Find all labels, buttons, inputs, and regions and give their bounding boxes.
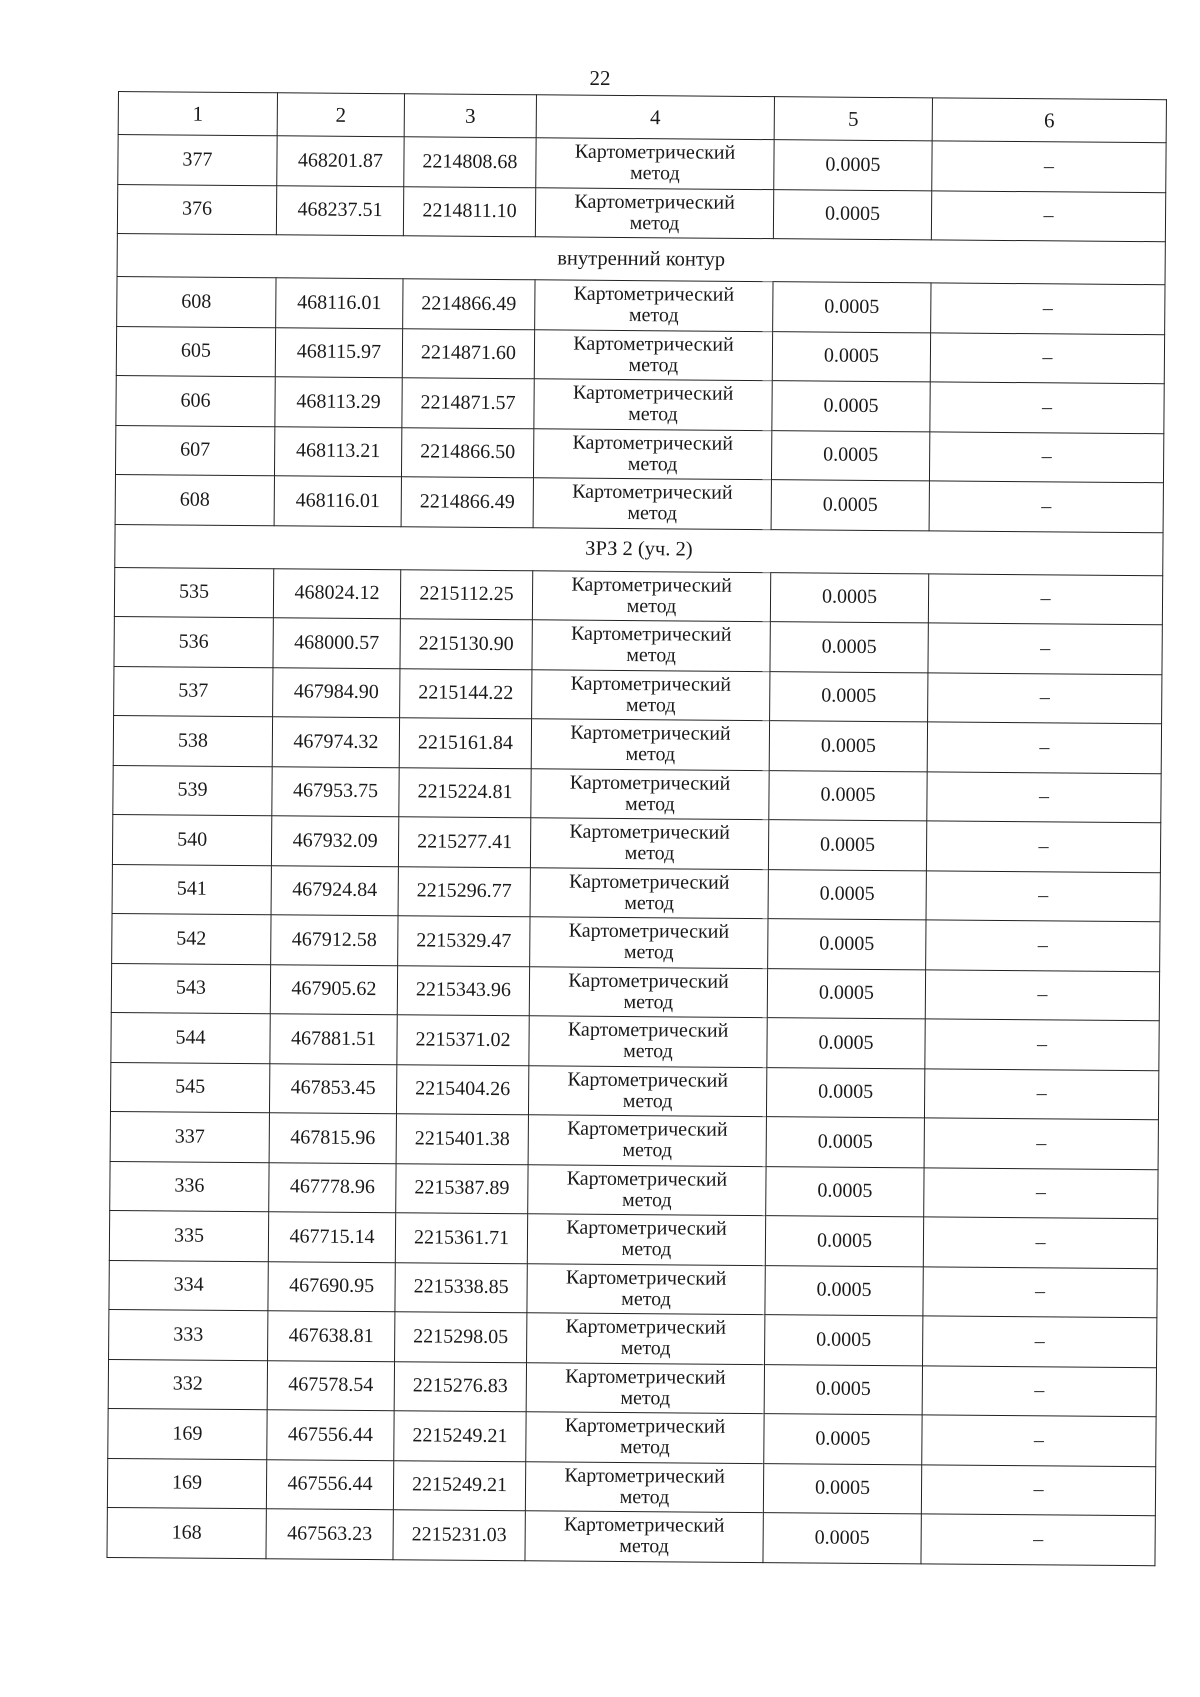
precision-cell: 0.0005 <box>772 381 930 432</box>
method-cell <box>526 1362 764 1413</box>
method-line-1: Картометрический <box>567 1018 729 1043</box>
method-line-2: метод <box>623 1040 673 1063</box>
method-line-2: метод <box>626 644 676 667</box>
method-line-2: метод <box>625 743 676 766</box>
method-line-1: Картометрический <box>568 919 730 944</box>
precision-cell: 0.0005 <box>766 1166 924 1217</box>
x-coordinate-cell: 467912.58 <box>271 915 398 965</box>
x-coordinate-cell: 468201.87 <box>277 136 404 186</box>
method-line-2: метод <box>625 792 675 816</box>
table-row <box>113 715 1161 773</box>
column-header: 1 <box>118 92 277 136</box>
y-coordinate-cell: 2214811.10 <box>403 186 535 237</box>
method-cell <box>527 1263 765 1314</box>
precision-cell: 0.0005 <box>768 820 926 871</box>
column-header: 5 <box>774 97 932 141</box>
method-cell <box>527 1214 765 1265</box>
table-row <box>111 963 1159 1021</box>
note-cell: – <box>928 623 1162 674</box>
page-number: 22 <box>589 66 611 90</box>
y-coordinate-cell: 2214866.49 <box>401 477 533 528</box>
method-line-1: Картометрический <box>569 820 730 845</box>
y-coordinate-cell: 2215361.71 <box>395 1213 527 1264</box>
note-cell: – <box>921 1514 1155 1565</box>
x-coordinate-cell: 468237.51 <box>276 185 403 235</box>
method-cell <box>529 1016 767 1067</box>
x-coordinate-cell: 467815.96 <box>269 1113 396 1163</box>
method-cell <box>534 329 772 380</box>
x-coordinate-cell: 467578.54 <box>267 1360 394 1410</box>
point-number-cell: 334 <box>109 1260 268 1311</box>
precision-cell: 0.0005 <box>768 919 926 970</box>
y-coordinate-cell: 2215277.41 <box>398 817 530 868</box>
method-cell <box>534 379 772 430</box>
table-row <box>112 814 1160 872</box>
method-line-2: метод <box>621 1188 672 1212</box>
y-coordinate-cell: 2214871.60 <box>402 328 534 379</box>
method-line-1: Картометрический <box>565 1365 726 1389</box>
method-cell <box>535 280 773 331</box>
method-line-2: метод <box>619 1485 670 1509</box>
table-row <box>110 1062 1158 1120</box>
note-cell: – <box>923 1266 1157 1317</box>
point-number-cell: 539 <box>113 765 272 816</box>
note-cell: – <box>929 481 1163 532</box>
x-coordinate-cell: 468115.97 <box>275 327 402 377</box>
method-line-2: метод <box>626 594 677 618</box>
point-number-cell: 536 <box>114 616 273 667</box>
x-coordinate-cell: 467905.62 <box>270 964 397 1014</box>
precision-cell: 0.0005 <box>767 968 925 1019</box>
table-row <box>110 1161 1158 1219</box>
method-line-2: метод <box>619 1535 669 1558</box>
coordinates-table <box>106 91 1166 1566</box>
y-coordinate-cell: 2214871.57 <box>402 378 534 429</box>
method-line-2: метод <box>622 1139 673 1162</box>
y-coordinate-cell: 2215276.83 <box>394 1361 526 1412</box>
x-coordinate-cell: 467853.45 <box>269 1063 396 1113</box>
y-coordinate-cell: 2215112.25 <box>400 569 532 620</box>
column-header: 3 <box>404 94 536 138</box>
method-line-1: Картометрический <box>566 1167 728 1191</box>
method-cell <box>533 478 771 529</box>
point-number-cell: 376 <box>117 184 276 235</box>
y-coordinate-cell: 2215298.05 <box>395 1312 527 1363</box>
coordinates-sheet <box>106 91 1166 1566</box>
precision-cell: 0.0005 <box>763 1463 921 1514</box>
y-coordinate-cell: 2215404.26 <box>396 1064 528 1115</box>
y-coordinate-cell: 2215161.84 <box>399 718 531 769</box>
point-number-cell: 543 <box>111 963 270 1014</box>
section-title: внутренний контур <box>117 233 1165 284</box>
point-number-cell: 538 <box>113 715 272 766</box>
point-number-cell: 542 <box>112 913 271 964</box>
column-header: 2 <box>277 93 404 137</box>
section-title: ЗРЗ 2 (уч. 2) <box>115 524 1163 575</box>
column-header: 6 <box>932 98 1166 143</box>
method-line-2: метод <box>624 842 675 865</box>
y-coordinate-cell: 2214866.49 <box>403 279 535 330</box>
method-line-2: метод <box>627 502 678 525</box>
precision-cell: 0.0005 <box>767 1018 925 1069</box>
precision-cell: 0.0005 <box>766 1067 924 1118</box>
table-row <box>116 375 1164 433</box>
point-number-cell: 605 <box>116 326 275 377</box>
method-cell <box>535 187 773 238</box>
table-row <box>116 326 1164 384</box>
method-line-1: Картометрический <box>566 1216 727 1241</box>
table-row <box>114 567 1162 625</box>
note-cell: – <box>924 1118 1158 1169</box>
note-cell: – <box>931 283 1165 334</box>
point-number-cell: 608 <box>117 276 276 327</box>
table-row <box>113 765 1161 823</box>
precision-cell: 0.0005 <box>764 1364 922 1415</box>
x-coordinate-cell: 467924.84 <box>271 865 398 915</box>
x-coordinate-cell: 468113.29 <box>275 377 402 427</box>
method-line-1: Картометрический <box>568 870 730 894</box>
y-coordinate-cell: 2215343.96 <box>397 965 529 1016</box>
x-coordinate-cell: 467715.14 <box>268 1212 395 1262</box>
method-line-1: Картометрический <box>572 480 733 505</box>
method-line-1: Картометрический <box>574 190 735 214</box>
y-coordinate-cell: 2215387.89 <box>396 1163 528 1214</box>
method-line-1: Картометрический <box>571 573 732 597</box>
table-row <box>112 913 1160 971</box>
method-cell <box>529 966 767 1017</box>
note-cell: – <box>928 573 1162 624</box>
column-header: 4 <box>536 95 774 140</box>
point-number-cell: 608 <box>115 474 274 525</box>
method-line-2: метод <box>627 452 678 476</box>
y-coordinate-cell: 2215144.22 <box>400 668 532 719</box>
precision-cell: 0.0005 <box>763 1513 921 1564</box>
note-cell: – <box>922 1415 1156 1466</box>
method-line-2: метод <box>624 891 675 915</box>
method-line-2: метод <box>620 1386 671 1410</box>
method-line-2: метод <box>621 1287 671 1311</box>
note-cell: – <box>930 382 1164 433</box>
table-row <box>111 1012 1159 1070</box>
precision-cell: 0.0005 <box>765 1216 923 1267</box>
note-cell: – <box>924 1167 1158 1218</box>
precision-cell: 0.0005 <box>772 331 930 382</box>
method-cell <box>531 768 769 819</box>
x-coordinate-cell: 468116.01 <box>276 278 403 328</box>
table-row <box>108 1359 1156 1417</box>
method-line-1: Картометрический <box>568 969 729 993</box>
method-cell <box>531 719 769 770</box>
precision-cell: 0.0005 <box>769 770 927 821</box>
table-row <box>109 1260 1157 1318</box>
table-row <box>118 135 1166 193</box>
point-number-cell: 377 <box>118 135 277 186</box>
table-row <box>117 184 1165 242</box>
note-cell: – <box>926 821 1160 872</box>
method-line-2: метод <box>623 990 674 1014</box>
point-number-cell: 336 <box>110 1161 269 1212</box>
table-row <box>107 1507 1155 1565</box>
method-line-1: Картометрический <box>570 672 732 696</box>
point-number-cell: 607 <box>115 425 274 476</box>
point-number-cell: 337 <box>110 1111 269 1162</box>
precision-cell: 0.0005 <box>771 480 929 531</box>
method-line-2: метод <box>625 693 676 717</box>
method-line-2: метод <box>628 304 679 327</box>
table-row <box>114 616 1162 674</box>
method-cell <box>525 1461 763 1512</box>
precision-cell: 0.0005 <box>764 1414 922 1465</box>
method-cell <box>532 570 770 621</box>
point-number-cell: 535 <box>114 567 273 618</box>
method-cell <box>527 1313 765 1364</box>
precision-cell: 0.0005 <box>766 1117 924 1168</box>
note-cell: – <box>931 190 1165 241</box>
y-coordinate-cell: 2215249.21 <box>394 1411 526 1462</box>
table-row <box>109 1210 1157 1268</box>
precision-cell: 0.0005 <box>765 1265 923 1316</box>
method-line-1: Картометрический <box>565 1315 727 1340</box>
point-number-cell: 332 <box>108 1359 267 1410</box>
y-coordinate-cell: 2215296.77 <box>398 866 530 917</box>
table-row <box>117 276 1165 334</box>
point-number-cell: 545 <box>110 1062 269 1113</box>
method-cell <box>530 867 768 918</box>
y-coordinate-cell: 2215224.81 <box>399 767 531 818</box>
x-coordinate-cell: 467984.90 <box>273 667 400 717</box>
point-number-cell: 169 <box>108 1408 267 1459</box>
method-line-2: метод <box>628 353 679 377</box>
note-cell: – <box>927 722 1161 773</box>
y-coordinate-cell: 2215231.03 <box>393 1510 525 1561</box>
method-line-1: Картометрический <box>564 1414 726 1439</box>
x-coordinate-cell: 467881.51 <box>270 1014 397 1064</box>
y-coordinate-cell: 2215371.02 <box>397 1015 529 1066</box>
method-cell <box>530 917 768 968</box>
y-coordinate-cell: 2214808.68 <box>404 137 536 188</box>
method-line-2: метод <box>620 1337 671 1360</box>
method-line-2: метод <box>619 1436 670 1459</box>
precision-cell: 0.0005 <box>770 622 928 673</box>
y-coordinate-cell: 2215249.21 <box>393 1460 525 1511</box>
x-coordinate-cell: 467778.96 <box>269 1162 396 1212</box>
point-number-cell: 169 <box>107 1458 266 1509</box>
note-cell: – <box>921 1464 1155 1515</box>
y-coordinate-cell: 2215130.90 <box>400 619 532 670</box>
point-number-cell: 540 <box>112 814 271 865</box>
note-cell: – <box>927 771 1161 822</box>
x-coordinate-cell: 467638.81 <box>268 1311 395 1361</box>
note-cell: – <box>925 969 1159 1020</box>
x-coordinate-cell: 467563.23 <box>266 1509 393 1559</box>
x-coordinate-cell: 467974.32 <box>272 717 399 767</box>
x-coordinate-cell: 468113.21 <box>274 426 401 476</box>
x-coordinate-cell: 467556.44 <box>267 1410 394 1460</box>
x-coordinate-cell: 467690.95 <box>268 1261 395 1311</box>
method-line-2: метод <box>628 403 678 426</box>
x-coordinate-cell: 468000.57 <box>273 618 400 668</box>
precision-cell: 0.0005 <box>769 721 927 772</box>
method-line-1: Картометрический <box>573 282 735 307</box>
method-cell <box>533 428 771 479</box>
precision-cell: 0.0005 <box>774 140 932 191</box>
note-cell: – <box>923 1217 1157 1268</box>
method-cell <box>528 1115 766 1166</box>
x-coordinate-cell: 468024.12 <box>273 568 400 618</box>
precision-cell: 0.0005 <box>770 572 928 623</box>
point-number-cell: 541 <box>112 864 271 915</box>
note-cell: – <box>926 870 1160 921</box>
method-line-1: Картометрический <box>573 332 734 356</box>
table-row <box>115 425 1163 483</box>
y-coordinate-cell: 2215401.38 <box>396 1114 528 1165</box>
method-cell <box>532 620 770 671</box>
method-line-1: Картометрический <box>569 771 731 795</box>
point-number-cell: 537 <box>114 666 273 717</box>
note-cell: – <box>924 1068 1158 1119</box>
y-coordinate-cell: 2215329.47 <box>398 916 530 967</box>
method-line-2: метод <box>621 1238 672 1261</box>
method-line-1: Картометрический <box>567 1117 728 1142</box>
precision-cell: 0.0005 <box>773 189 931 240</box>
x-coordinate-cell: 467953.75 <box>272 766 399 816</box>
method-line-1: Картометрический <box>563 1513 725 1538</box>
point-number-cell: 333 <box>109 1309 268 1360</box>
point-number-cell: 335 <box>109 1210 268 1261</box>
x-coordinate-cell: 467556.44 <box>266 1459 393 1509</box>
x-coordinate-cell: 467932.09 <box>271 816 398 866</box>
method-cell <box>530 818 768 869</box>
table-row <box>110 1111 1158 1169</box>
x-coordinate-cell: 468116.01 <box>274 476 401 526</box>
point-number-cell: 606 <box>116 375 275 426</box>
y-coordinate-cell: 2214866.50 <box>401 427 533 478</box>
precision-cell: 0.0005 <box>771 430 929 481</box>
method-line-1: Картометрический <box>567 1068 729 1092</box>
method-cell <box>528 1065 766 1116</box>
note-cell: – <box>925 1019 1159 1070</box>
method-line-1: Картометрический <box>564 1464 725 1488</box>
precision-cell: 0.0005 <box>773 282 931 333</box>
table-row <box>112 864 1160 922</box>
precision-cell: 0.0005 <box>768 869 926 920</box>
note-cell: – <box>932 141 1166 192</box>
method-line-1: Картометрический <box>570 721 731 746</box>
note-cell: – <box>930 332 1164 383</box>
table-row <box>114 666 1162 724</box>
method-cell <box>528 1164 766 1215</box>
note-cell: – <box>929 431 1163 482</box>
method-cell <box>536 138 774 189</box>
method-cell <box>526 1412 764 1463</box>
table-row <box>107 1458 1155 1516</box>
table-row <box>108 1408 1156 1466</box>
method-line-2: метод <box>622 1089 673 1113</box>
method-line-1: Картометрический <box>572 381 734 406</box>
note-cell: – <box>928 672 1162 723</box>
method-line-2: метод <box>629 211 680 235</box>
note-cell: – <box>926 920 1160 971</box>
method-cell <box>532 669 770 720</box>
method-line-2: метод <box>623 941 674 964</box>
method-cell <box>525 1511 763 1562</box>
note-cell: – <box>922 1365 1156 1416</box>
precision-cell: 0.0005 <box>770 671 928 722</box>
method-line-1: Картометрический <box>574 140 736 165</box>
point-number-cell: 168 <box>107 1507 266 1558</box>
y-coordinate-cell: 2215338.85 <box>395 1262 527 1313</box>
method-line-1: Картометрический <box>565 1266 727 1290</box>
table-row <box>109 1309 1157 1367</box>
table-row <box>115 474 1163 532</box>
method-line-1: Картометрический <box>570 622 732 647</box>
method-line-2: метод <box>629 162 680 185</box>
note-cell: – <box>923 1316 1157 1367</box>
precision-cell: 0.0005 <box>765 1315 923 1366</box>
method-line-1: Картометрический <box>572 431 734 455</box>
point-number-cell: 544 <box>111 1012 270 1063</box>
